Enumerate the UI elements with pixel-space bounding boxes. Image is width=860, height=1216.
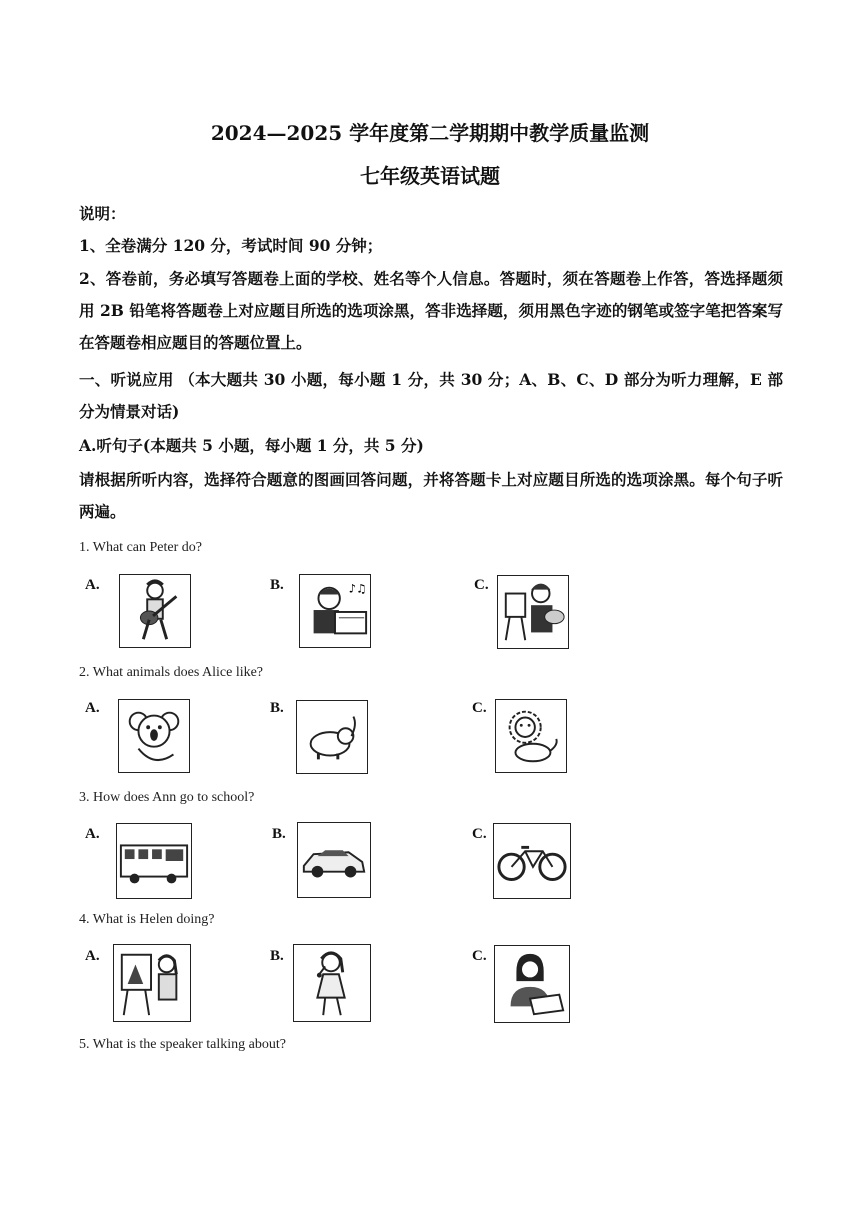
girl-drawing-icon[interactable] [113,944,191,1022]
instruction-item-2: 2、答卷前，务必填写答题卷上面的学校、姓名等个人信息。答题时，须在答题卷上作答，答选择题须用 2B 铅笔将答题卷上对应题目所选的选项涂黑，答非选择题，须用黑色字迹的钢笔或签字笔把答案写在答题卷相应题目的答题位置上。 [79,269,783,352]
q2-option-a-label[interactable]: A. [85,700,100,716]
q3-option-c-label[interactable]: C. [472,826,487,842]
bus-icon[interactable] [116,823,192,899]
part-a-title: A.听句子(本题共 5 小题，每小题 1 分，共 5 分) [79,436,424,455]
instructions-heading: 说明： [79,204,126,223]
q4-option-c-label[interactable]: C. [472,948,487,964]
svg-text:♪♫: ♪♫ [348,581,367,596]
exam-title: 2024—2025 学年度第二学期期中教学质量监测 [210,121,650,145]
question-5-text: 5. What is the speaker talking about? [79,1037,286,1052]
lion-icon[interactable] [495,699,567,773]
q1-option-b-label[interactable]: B. [270,577,284,593]
q2-option-b-label[interactable]: B. [270,700,284,716]
koala-icon[interactable] [118,699,190,773]
exam-subtitle: 七年级英语试题 [360,164,500,188]
q3-option-b-label[interactable]: B. [272,826,286,842]
question-1-text: 1. What can Peter do? [79,540,202,555]
boy-playing-piano-icon[interactable] [299,574,371,648]
q4-option-b-label[interactable]: B. [270,948,284,964]
elephant-icon[interactable] [296,700,368,774]
q4-option-a-label[interactable]: A. [85,948,100,964]
question-3-text: 3. How does Ann go to school? [79,790,255,805]
bicycle-icon[interactable] [493,823,571,899]
question-4-text: 4. What is Helen doing? [79,912,215,927]
instruction-item-1: 1、全卷满分 120 分，考试时间 90 分钟； [79,236,383,255]
q1-option-c-label[interactable]: C. [474,577,489,593]
q1-option-a-label[interactable]: A. [85,577,100,593]
section-1-title: 一、听说应用 （本大题共 30 小题，每小题 1 分，共 30 分；A、B、C、D 部分为听力理解，E 部分为情景对话) [79,370,783,421]
car-icon[interactable] [297,822,371,898]
q2-option-c-label[interactable]: C. [472,700,487,716]
person-painting-icon[interactable] [497,575,569,649]
boy-playing-guitar-icon[interactable] [119,574,191,648]
part-a-description: 请根据所听内容，选择符合题意的图画回答问题，并将答题卡上对应题目所选的选项涂黑。每个句子听两遍。 [79,470,783,521]
question-2-text: 2. What animals does Alice like? [79,665,264,680]
q3-option-a-label[interactable]: A. [85,826,100,842]
woman-using-laptop-icon[interactable] [494,945,570,1023]
girl-singing-icon[interactable] [293,944,371,1022]
